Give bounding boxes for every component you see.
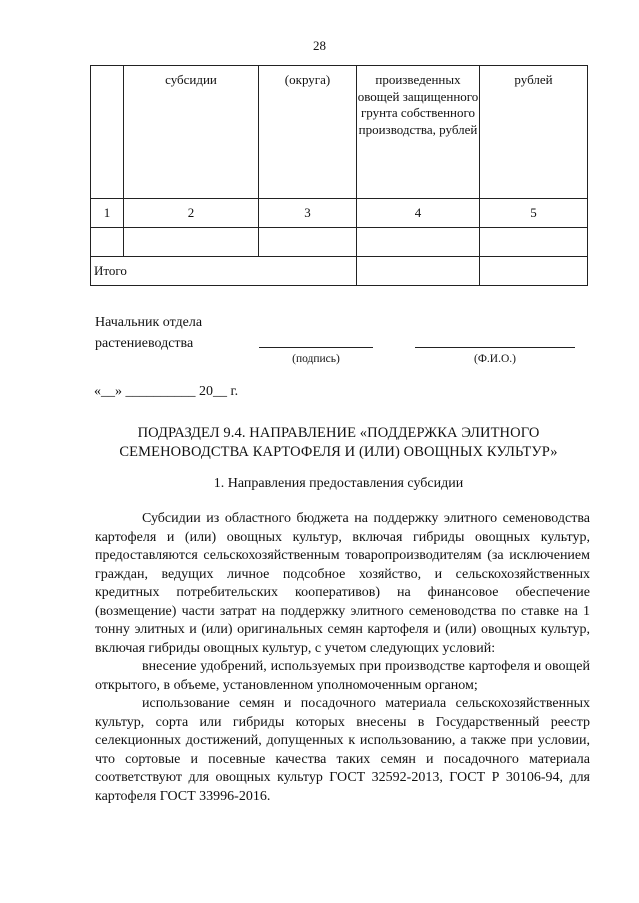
section-heading-line: ПОДРАЗДЕЛ 9.4. НАПРАВЛЕНИЕ «ПОДДЕРЖКА ЭЛИТНОГО: [137, 425, 540, 441]
table-cell: 5: [480, 199, 588, 228]
signature-line: [259, 347, 373, 348]
paragraph: внесение удобрений, используемых при производстве картофеля и овощей открытого, в объеме, установленном уполномоченным органом;: [95, 659, 590, 693]
table-cell: [259, 228, 357, 257]
name-line: [415, 347, 575, 348]
signatory-position-line: растениеводства: [95, 336, 194, 351]
signatory-position-line: Начальник отдела: [95, 315, 203, 330]
paragraph: Субсидии из областного бюджета на поддержку элитного семеноводства картофеля и (или) овощных культур, включая гибриды овощных культур, предоставляются сельскохозяйственным товаропроизводителям (за исключением граждан, ведущих личное подсобное хозяйство, и сельскохозяйственных кредитных потребительских кооперативов) на финансовое обеспечение (возмещение) части затрат на поддержку элитного семеноводства по ставке на 1 тонну элитных и (или) оригинальных семян картофеля и (или) овощных культур, включая гибриды овощных культур, с учетом следующих условий:: [95, 511, 590, 656]
table-total-row: [91, 257, 588, 286]
table-empty-row: [91, 228, 588, 257]
signature-caption: (подпись): [292, 353, 340, 365]
paragraph: использование семян и посадочного материала сельскохозяйственных культур, сорта или гибриды которых внесены в Государственный реестр селекционных достижений, допущенных к использованию, а также при условии, что сортовые и посевные качества таких семян и посадочного материала соответствуют для овощных культур ГОСТ 32592-2013, ГОСТ Р 30106-94, для картофеля ГОСТ 33996-2016.: [95, 696, 590, 804]
date-line: «__» __________ 20__ г.: [94, 384, 239, 399]
table-header-row: [91, 66, 588, 199]
table-cell: [91, 228, 124, 257]
table-column-numbers-row: [91, 199, 588, 228]
table-header-cell: субсидии: [124, 66, 259, 199]
table-cell: 4: [357, 199, 480, 228]
table-cell: 1: [91, 199, 124, 228]
table-header-cell: (округа): [259, 66, 357, 199]
table-cell: [357, 257, 480, 286]
table-total-label: Итого: [91, 257, 357, 286]
page-number: 28: [313, 38, 326, 53]
table-header-cell: [91, 66, 124, 199]
table-header-cell: произведенных овощей защищенного грунта собственного производства, рублей: [357, 66, 480, 199]
table-cell: 3: [259, 199, 357, 228]
section-subheading: 1. Направления предоставления субсидии: [213, 476, 464, 491]
signatory-position: [95, 312, 202, 354]
table-cell: [480, 228, 588, 257]
section-heading: [90, 424, 587, 462]
table-header-cell: рублей: [480, 66, 588, 199]
table-cell: [124, 228, 259, 257]
table-cell: [480, 257, 588, 286]
section-heading-line: СЕМЕНОВОДСТВА КАРТОФЕЛЯ И (ИЛИ) ОВОЩНЫХ КУЛЬТУР»: [119, 444, 558, 460]
name-caption: (Ф.И.О.): [474, 353, 516, 365]
table-cell: 2: [124, 199, 259, 228]
table-cell: [357, 228, 480, 257]
subsidy-table: [90, 65, 588, 286]
section-body: [95, 510, 590, 806]
